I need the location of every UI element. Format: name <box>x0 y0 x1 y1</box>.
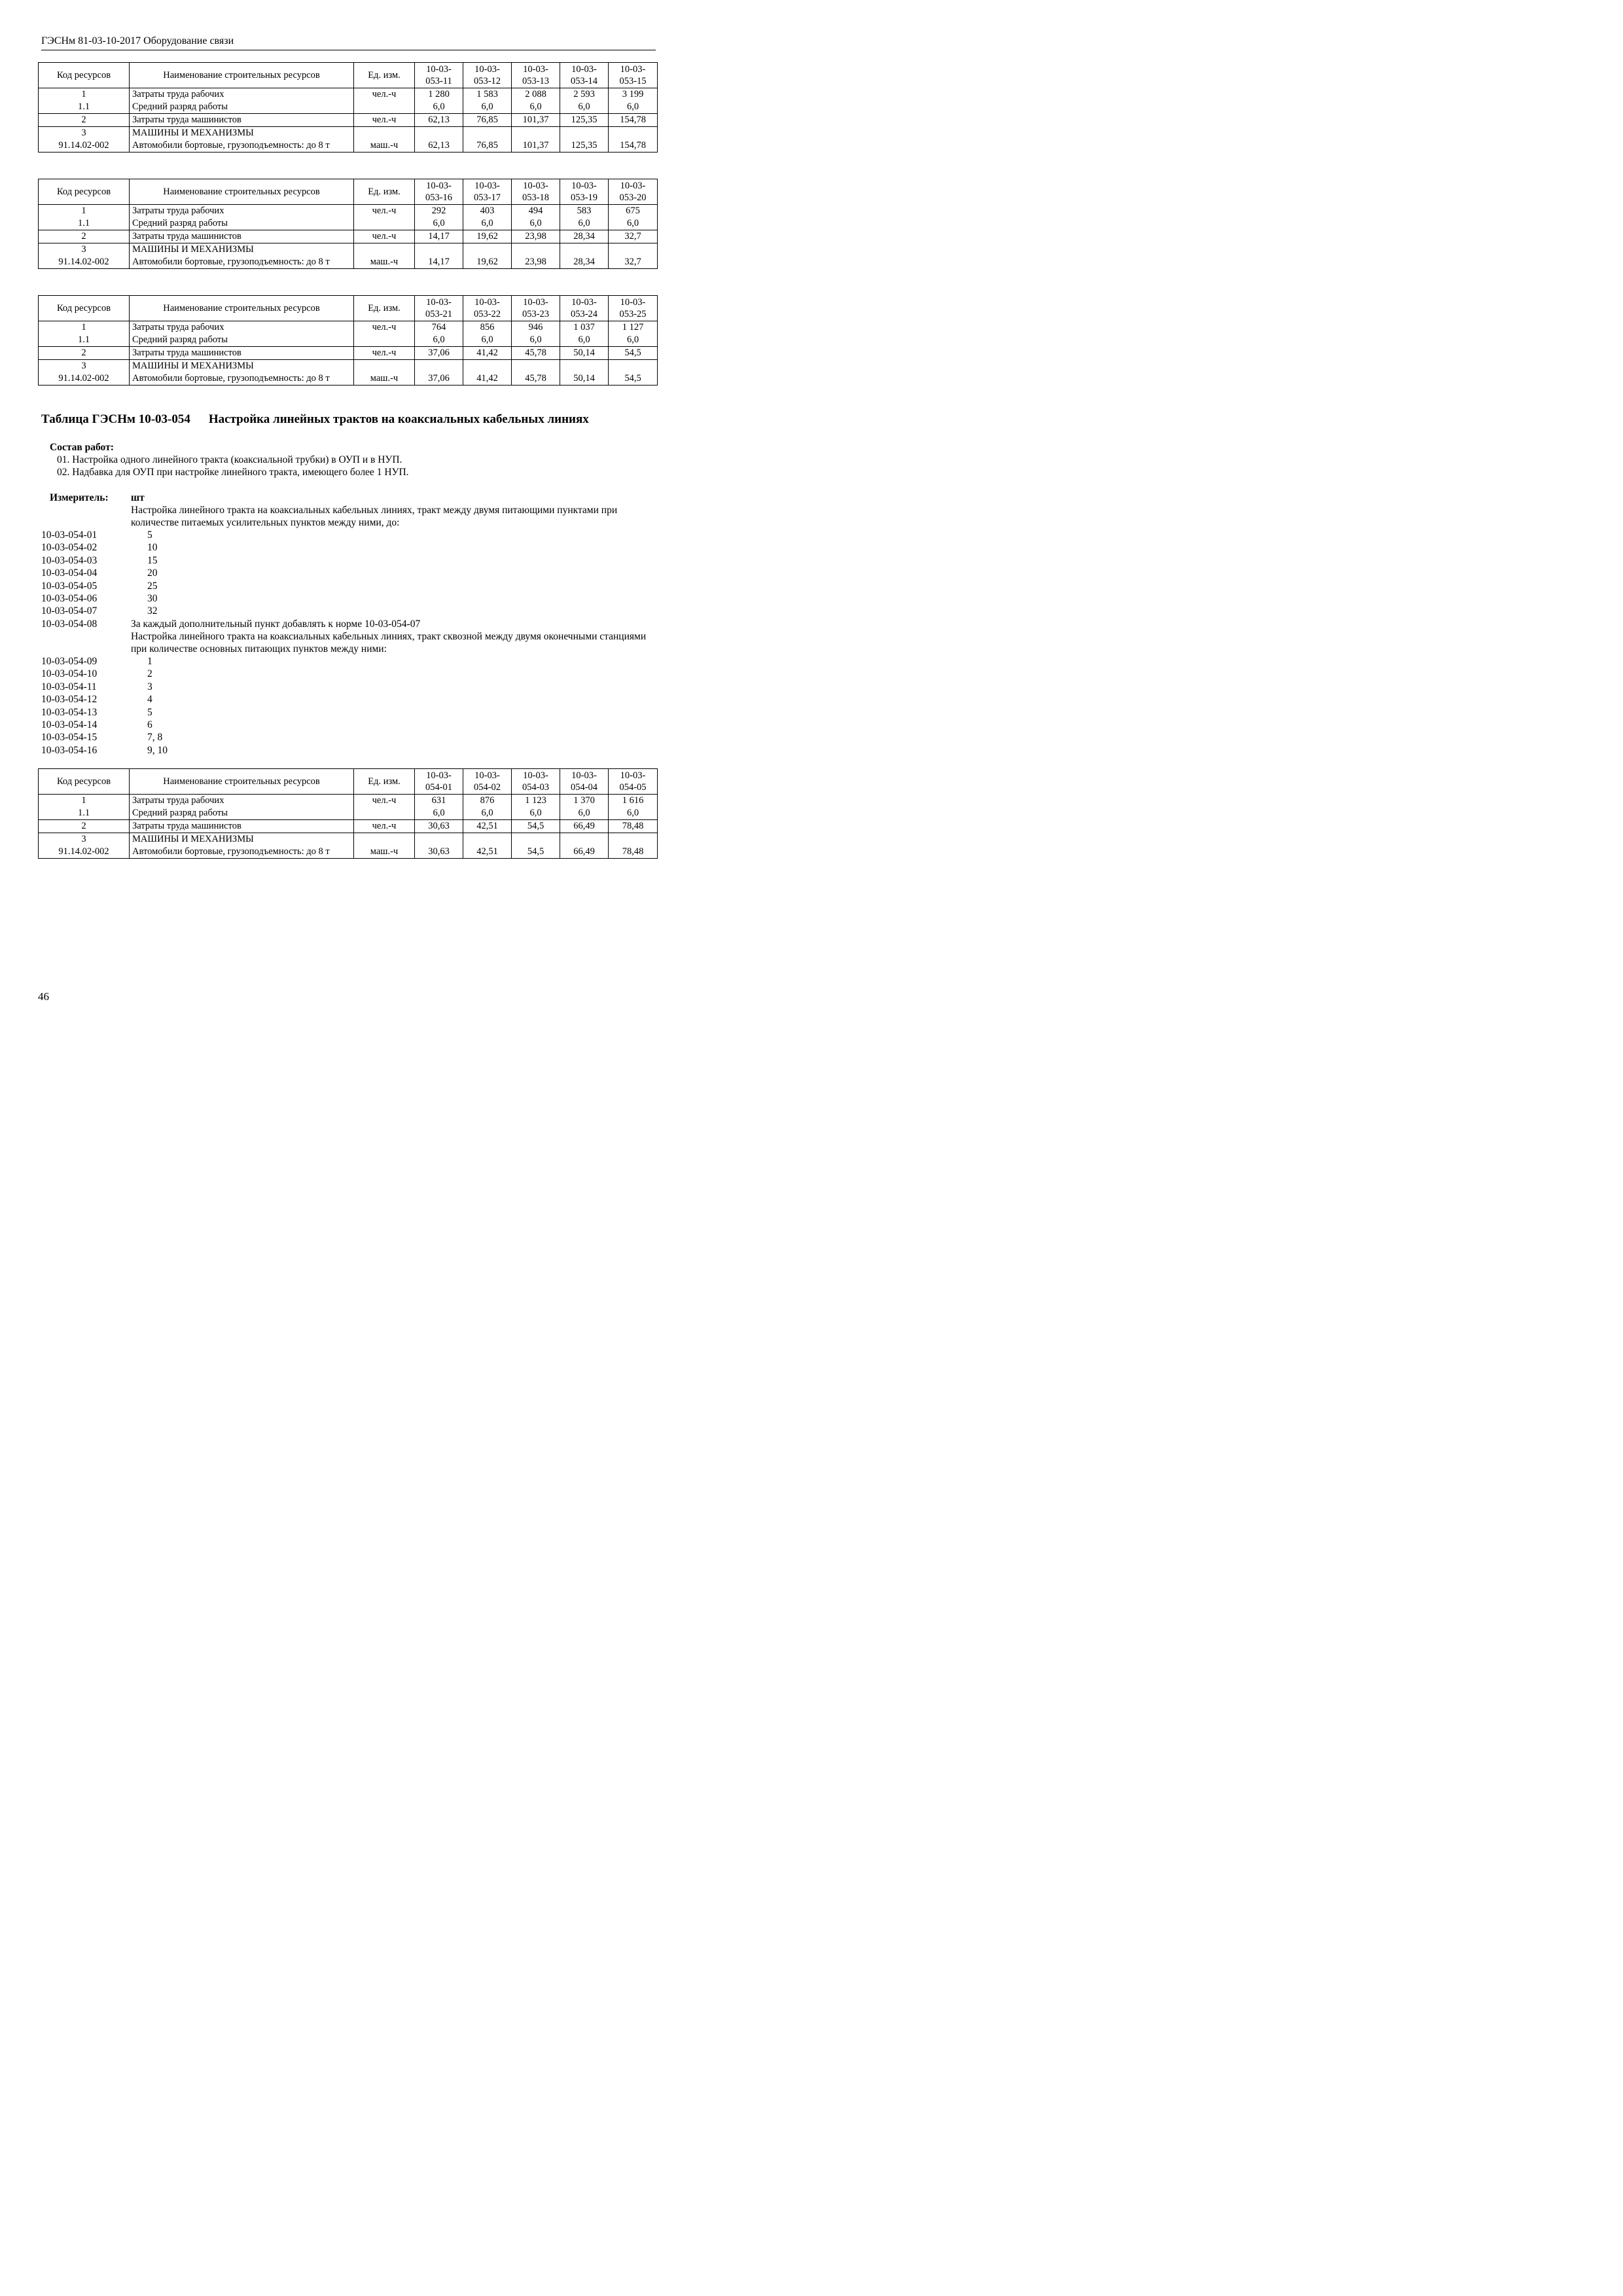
resource-value: 6,0 <box>415 334 463 347</box>
resource-value: 41,42 <box>463 372 512 386</box>
resource-value: 3 199 <box>609 88 658 101</box>
resource-code: 2 <box>39 114 130 127</box>
table-row <box>39 217 658 230</box>
resource-code: 1 <box>39 321 130 334</box>
resource-name: Автомобили бортовые, грузоподъемность: до 8 т <box>130 846 354 859</box>
measure-value: 7, 8 <box>147 732 163 744</box>
resource-value <box>415 833 463 846</box>
work-item-01: 01. Настройка одного линейного тракта (коаксиальной трубки) в ОУП и в НУП. <box>57 454 402 465</box>
resource-value: 32,7 <box>609 230 658 243</box>
resource-value: 76,85 <box>463 114 512 127</box>
table-row <box>39 372 658 386</box>
resource-name: Затраты труда машинистов <box>130 114 354 127</box>
measure-code: 10-03-054-07 <box>41 605 98 617</box>
column-header-norm: 10-03- 053-15 <box>609 63 658 88</box>
resource-value: 45,78 <box>512 372 560 386</box>
resource-unit: маш.-ч <box>354 372 415 386</box>
column-header-unit: Ед. изм. <box>354 63 415 88</box>
resource-value <box>560 833 609 846</box>
resource-value: 62,13 <box>415 114 463 127</box>
resource-code: 3 <box>39 243 130 257</box>
resource-value: 6,0 <box>609 101 658 114</box>
resource-value: 54,5 <box>609 347 658 360</box>
resource-value <box>415 243 463 257</box>
measure-value: 3 <box>147 681 152 692</box>
resource-value: 1 583 <box>463 88 512 101</box>
resource-code: 3 <box>39 833 130 846</box>
measure-code: 10-03-054-04 <box>41 567 98 579</box>
resource-value: 6,0 <box>512 807 560 820</box>
resource-value: 76,85 <box>463 139 512 152</box>
column-header-norm: 10-03- 053-12 <box>463 63 512 88</box>
resource-value: 1 037 <box>560 321 609 334</box>
table-row <box>39 360 658 373</box>
resource-code: 1 <box>39 205 130 218</box>
resource-unit <box>354 127 415 140</box>
work-item <box>57 466 409 478</box>
resource-value <box>560 243 609 257</box>
resource-name: Затраты труда рабочих <box>130 205 354 218</box>
section-label: Таблица ГЭСНм 10-03-054 <box>41 412 190 426</box>
column-header-norm: 10-03- 053-24 <box>560 296 609 321</box>
resource-name: МАШИНЫ И МЕХАНИЗМЫ <box>130 360 354 373</box>
measure-value: 10 <box>147 542 158 554</box>
resource-value: 2 088 <box>512 88 560 101</box>
resource-table-053-11-15 <box>38 62 658 152</box>
table-row <box>39 230 658 243</box>
measure-code: 10-03-054-09 <box>41 656 98 667</box>
table-header-row <box>39 769 658 795</box>
measure-extra-text: За каждый дополнительный пункт добавлять к норме 10-03-054-07 <box>131 619 421 630</box>
measure-code: 10-03-054-05 <box>41 580 98 592</box>
resource-value: 54,5 <box>512 820 560 833</box>
resource-value: 154,78 <box>609 139 658 152</box>
table-header-row <box>39 179 658 205</box>
resource-value: 6,0 <box>512 217 560 230</box>
measure-code: 10-03-054-11 <box>41 681 97 692</box>
column-header-code: Код ресурсов <box>39 296 130 321</box>
resource-value: 42,51 <box>463 846 512 859</box>
resource-code: 3 <box>39 360 130 373</box>
resource-value: 78,48 <box>609 846 658 859</box>
resource-value <box>512 127 560 140</box>
resource-value <box>512 833 560 846</box>
resource-value: 66,49 <box>560 820 609 833</box>
resource-unit: чел.-ч <box>354 230 415 243</box>
resource-name: Затраты труда машинистов <box>130 347 354 360</box>
resource-name: Средний разряд работы <box>130 807 354 820</box>
resource-value: 1 616 <box>609 795 658 808</box>
resource-value: 154,78 <box>609 114 658 127</box>
table-header-row <box>39 296 658 321</box>
resource-unit: чел.-ч <box>354 795 415 808</box>
resource-value: 50,14 <box>560 372 609 386</box>
resource-value: 6,0 <box>463 334 512 347</box>
resource-code: 91.14.02-002 <box>39 846 130 859</box>
resource-unit: чел.-ч <box>354 321 415 334</box>
measure-description-2-text: Настройка линейного тракта на коаксиальных кабельных линиях, тракт сквозной между двумя оконечными станциями при количестве основных питающих пунктов между ними: <box>131 631 647 655</box>
resource-value: 764 <box>415 321 463 334</box>
resource-value: 2 593 <box>560 88 609 101</box>
table-row <box>39 127 658 140</box>
resource-unit: чел.-ч <box>354 114 415 127</box>
resource-name: МАШИНЫ И МЕХАНИЗМЫ <box>130 833 354 846</box>
column-header-norm: 10-03- 053-14 <box>560 63 609 88</box>
table-row <box>39 347 658 360</box>
table-row <box>39 807 658 820</box>
resource-name: Средний разряд работы <box>130 101 354 114</box>
resource-value: 23,98 <box>512 256 560 269</box>
resource-name: МАШИНЫ И МЕХАНИЗМЫ <box>130 243 354 257</box>
column-header-name: Наименование строительных ресурсов <box>130 179 354 205</box>
resource-value: 37,06 <box>415 372 463 386</box>
resource-value: 6,0 <box>512 101 560 114</box>
measure-code: 10-03-054-14 <box>41 719 98 730</box>
measure-value: 2 <box>147 668 152 680</box>
resource-value: 6,0 <box>512 334 560 347</box>
resource-code: 3 <box>39 127 130 140</box>
column-header-norm: 10-03- 053-25 <box>609 296 658 321</box>
column-header-norm: 10-03- 054-01 <box>415 769 463 795</box>
resource-value: 28,34 <box>560 256 609 269</box>
measure-value: 5 <box>147 706 152 718</box>
measure-label-text: Измеритель: <box>50 492 109 503</box>
resource-unit: маш.-ч <box>354 256 415 269</box>
column-header-norm: 10-03- 053-19 <box>560 179 609 205</box>
resource-name: Автомобили бортовые, грузоподъемность: до 8 т <box>130 256 354 269</box>
resource-code: 1 <box>39 795 130 808</box>
measure-value: 32 <box>147 605 158 617</box>
column-header-norm: 10-03- 053-20 <box>609 179 658 205</box>
resource-unit: маш.-ч <box>354 139 415 152</box>
resource-code: 1 <box>39 88 130 101</box>
measure-value: 25 <box>147 580 158 592</box>
resource-value: 6,0 <box>560 101 609 114</box>
measure-code: 10-03-054-10 <box>41 668 98 680</box>
resource-unit: чел.-ч <box>354 820 415 833</box>
resource-value: 6,0 <box>463 217 512 230</box>
column-header-norm: 10-03- 053-22 <box>463 296 512 321</box>
resource-value: 631 <box>415 795 463 808</box>
resource-code: 1.1 <box>39 101 130 114</box>
resource-value: 101,37 <box>512 114 560 127</box>
column-header-norm: 10-03- 053-23 <box>512 296 560 321</box>
table-row <box>39 114 658 127</box>
resource-value: 6,0 <box>560 217 609 230</box>
resource-value <box>463 360 512 373</box>
measure-value: 30 <box>147 593 158 604</box>
resource-value <box>609 243 658 257</box>
resource-value <box>415 360 463 373</box>
resource-unit <box>354 807 415 820</box>
resource-code: 2 <box>39 230 130 243</box>
resource-value: 6,0 <box>463 101 512 114</box>
measure-description-2 <box>131 630 648 656</box>
table-row <box>39 334 658 347</box>
column-header-unit: Ед. изм. <box>354 179 415 205</box>
resource-code: 91.14.02-002 <box>39 256 130 269</box>
resource-value: 6,0 <box>609 807 658 820</box>
measure-value: 6 <box>147 719 152 730</box>
page-header <box>41 34 656 50</box>
resource-value <box>463 127 512 140</box>
resource-unit: чел.-ч <box>354 205 415 218</box>
resource-value: 876 <box>463 795 512 808</box>
measure-code: 10-03-054-08 <box>41 619 98 630</box>
resource-value <box>463 833 512 846</box>
measure-code: 10-03-054-16 <box>41 744 98 756</box>
resource-value: 6,0 <box>560 334 609 347</box>
resource-value: 6,0 <box>463 807 512 820</box>
resource-value: 856 <box>463 321 512 334</box>
measure-code: 10-03-054-01 <box>41 529 98 541</box>
resource-table-053-21-25 <box>38 295 658 386</box>
resource-name: Средний разряд работы <box>130 334 354 347</box>
resource-value: 1 127 <box>609 321 658 334</box>
resource-value: 946 <box>512 321 560 334</box>
work-item <box>57 454 402 466</box>
resource-value: 54,5 <box>512 846 560 859</box>
resource-value: 1 123 <box>512 795 560 808</box>
resource-value <box>463 243 512 257</box>
measure-value: 5 <box>147 529 152 541</box>
resource-table-054-01-05 <box>38 768 658 859</box>
measure-unit-text: шт <box>131 492 145 503</box>
column-header-name: Наименование строительных ресурсов <box>130 769 354 795</box>
resource-value: 14,17 <box>415 256 463 269</box>
resource-value: 37,06 <box>415 347 463 360</box>
resource-value: 45,78 <box>512 347 560 360</box>
measure-code: 10-03-054-02 <box>41 542 98 554</box>
resource-value: 32,7 <box>609 256 658 269</box>
column-header-code: Код ресурсов <box>39 769 130 795</box>
measure-code: 10-03-054-03 <box>41 554 98 566</box>
resource-unit <box>354 334 415 347</box>
resource-value: 42,51 <box>463 820 512 833</box>
column-header-norm: 10-03- 053-13 <box>512 63 560 88</box>
resource-value: 66,49 <box>560 846 609 859</box>
resource-name: МАШИНЫ И МЕХАНИЗМЫ <box>130 127 354 140</box>
resource-code: 1.1 <box>39 807 130 820</box>
resource-value: 6,0 <box>560 807 609 820</box>
resource-value <box>609 833 658 846</box>
resource-value: 23,98 <box>512 230 560 243</box>
table-row <box>39 846 658 859</box>
resource-value: 101,37 <box>512 139 560 152</box>
resource-name: Средний разряд работы <box>130 217 354 230</box>
resource-value: 125,35 <box>560 114 609 127</box>
measure-value: 1 <box>147 656 152 667</box>
resource-value <box>560 127 609 140</box>
resource-name: Автомобили бортовые, грузоподъемность: до 8 т <box>130 139 354 152</box>
resource-code: 91.14.02-002 <box>39 139 130 152</box>
works-heading-text: Состав работ: <box>50 442 114 453</box>
resource-value: 494 <box>512 205 560 218</box>
resource-value: 28,34 <box>560 230 609 243</box>
resource-value: 30,63 <box>415 846 463 859</box>
resource-value: 1 280 <box>415 88 463 101</box>
measure-value: 9, 10 <box>147 744 168 756</box>
resource-code: 91.14.02-002 <box>39 372 130 386</box>
column-header-norm: 10-03- 054-03 <box>512 769 560 795</box>
resource-unit <box>354 101 415 114</box>
table-row <box>39 101 658 114</box>
column-header-unit: Ед. изм. <box>354 296 415 321</box>
resource-name: Автомобили бортовые, грузоподъемность: до 8 т <box>130 372 354 386</box>
resource-unit: чел.-ч <box>354 88 415 101</box>
resource-value <box>512 243 560 257</box>
resource-value: 6,0 <box>415 217 463 230</box>
resource-unit: маш.-ч <box>354 846 415 859</box>
resource-value: 6,0 <box>609 217 658 230</box>
resource-name: Затраты труда рабочих <box>130 321 354 334</box>
resource-value: 6,0 <box>415 101 463 114</box>
resource-value <box>560 360 609 373</box>
measure-code: 10-03-054-12 <box>41 694 98 706</box>
section-heading: Настройка линейных трактов на коаксиальных кабельных линиях <box>208 412 589 426</box>
resource-value: 19,62 <box>463 230 512 243</box>
resource-value: 62,13 <box>415 139 463 152</box>
section-title <box>41 412 589 427</box>
table-row <box>39 820 658 833</box>
table-row <box>39 88 658 101</box>
resource-value: 50,14 <box>560 347 609 360</box>
column-header-code: Код ресурсов <box>39 63 130 88</box>
column-header-norm: 10-03- 054-04 <box>560 769 609 795</box>
table-row <box>39 243 658 257</box>
measure-code: 10-03-054-06 <box>41 593 98 604</box>
table-header-row <box>39 63 658 88</box>
resource-name: Затраты труда машинистов <box>130 820 354 833</box>
column-header-norm: 10-03- 053-16 <box>415 179 463 205</box>
column-header-name: Наименование строительных ресурсов <box>130 63 354 88</box>
resource-value: 41,42 <box>463 347 512 360</box>
resource-value: 30,63 <box>415 820 463 833</box>
column-header-norm: 10-03- 053-18 <box>512 179 560 205</box>
resource-value: 14,17 <box>415 230 463 243</box>
table-row <box>39 256 658 269</box>
resource-name: Затраты труда рабочих <box>130 88 354 101</box>
resource-value: 19,62 <box>463 256 512 269</box>
resource-value: 1 370 <box>560 795 609 808</box>
measure-label <box>50 492 109 504</box>
measure-description-1-text: Настройка линейного тракта на коаксиальных кабельных линиях, тракт между двумя питающими пунктами при количестве питаемых усилительных пунктов между ними, до: <box>131 505 618 529</box>
resource-code: 2 <box>39 347 130 360</box>
column-header-code: Код ресурсов <box>39 179 130 205</box>
resource-value: 403 <box>463 205 512 218</box>
resource-unit: чел.-ч <box>354 347 415 360</box>
resource-name: Затраты труда машинистов <box>130 230 354 243</box>
resource-value <box>609 127 658 140</box>
resource-unit <box>354 243 415 257</box>
table-row <box>39 833 658 846</box>
resource-value: 292 <box>415 205 463 218</box>
resource-value: 78,48 <box>609 820 658 833</box>
resource-unit <box>354 360 415 373</box>
measure-code: 10-03-054-15 <box>41 732 98 744</box>
resource-code: 1.1 <box>39 334 130 347</box>
resource-value: 54,5 <box>609 372 658 386</box>
table-row <box>39 795 658 808</box>
column-header-norm: 10-03- 054-02 <box>463 769 512 795</box>
resource-code: 1.1 <box>39 217 130 230</box>
works-heading <box>50 441 114 454</box>
column-header-norm: 10-03- 054-05 <box>609 769 658 795</box>
resource-unit <box>354 833 415 846</box>
column-header-norm: 10-03- 053-21 <box>415 296 463 321</box>
resource-value: 6,0 <box>609 334 658 347</box>
resource-value: 125,35 <box>560 139 609 152</box>
measure-value: 15 <box>147 554 158 566</box>
measure-code: 10-03-054-13 <box>41 706 98 718</box>
page-number: 46 <box>38 990 49 1003</box>
table-row <box>39 321 658 334</box>
measure-value: 4 <box>147 694 152 706</box>
resource-code: 2 <box>39 820 130 833</box>
measure-value: 20 <box>147 567 158 579</box>
document-title: ГЭСНм 81-03-10-2017 Оборудование связи <box>41 35 234 46</box>
resource-value <box>512 360 560 373</box>
column-header-name: Наименование строительных ресурсов <box>130 296 354 321</box>
table-row <box>39 205 658 218</box>
resource-unit <box>354 217 415 230</box>
resource-value: 583 <box>560 205 609 218</box>
column-header-norm: 10-03- 053-11 <box>415 63 463 88</box>
resource-value: 6,0 <box>415 807 463 820</box>
resource-table-053-16-20 <box>38 179 658 269</box>
measure-unit <box>131 492 145 504</box>
measure-description-1 <box>131 504 648 529</box>
resource-name: Затраты труда рабочих <box>130 795 354 808</box>
table-row <box>39 139 658 152</box>
resource-value <box>609 360 658 373</box>
resource-value <box>415 127 463 140</box>
resource-value: 675 <box>609 205 658 218</box>
column-header-unit: Ед. изм. <box>354 769 415 795</box>
column-header-norm: 10-03- 053-17 <box>463 179 512 205</box>
work-item-02: 02. Надбавка для ОУП при настройке линейного тракта, имеющего более 1 НУП. <box>57 467 409 478</box>
